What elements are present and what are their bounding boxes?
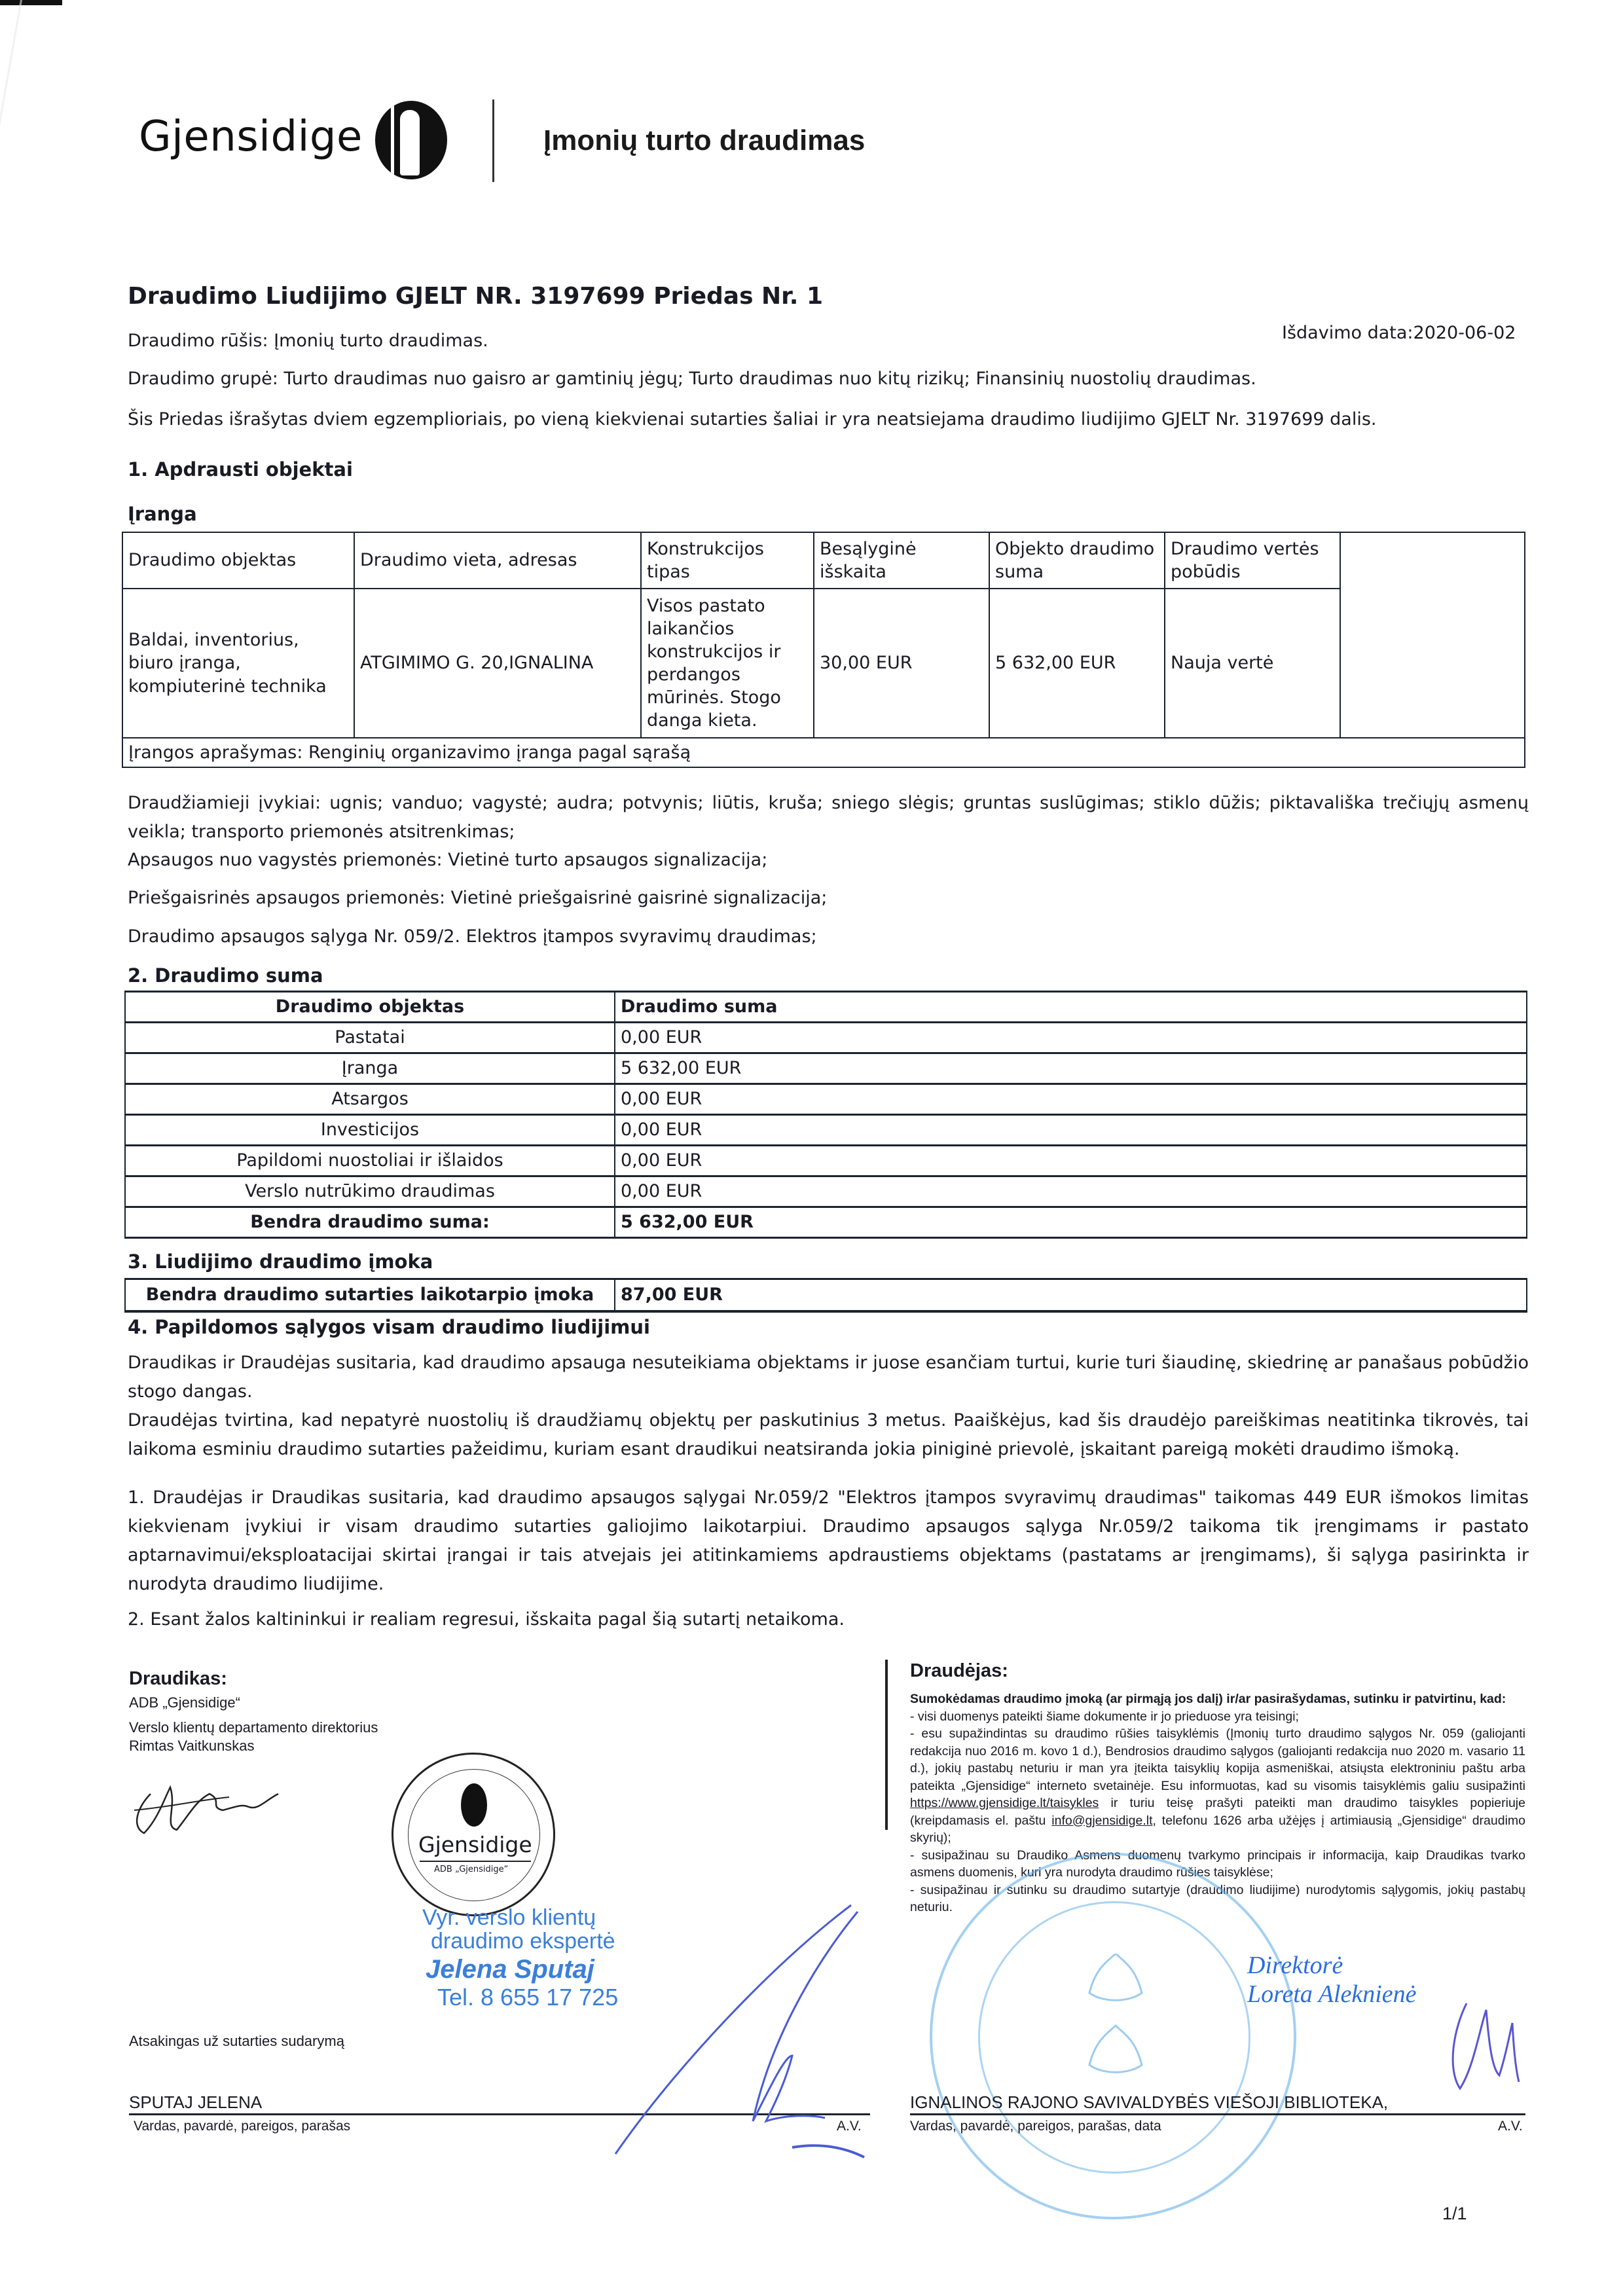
declaration-item: - susipažinau ir sutinku su draudimo sutartyje (draudimo liudijime) nurodytomis sąlygomis, jokių pastabų neturiu.: [910, 1882, 1525, 1914]
cell-construction: Visos pastato laikančios konstrukcijos ir perdangos mūrinės. Stogo danga kieta.: [641, 589, 814, 738]
condition-paragraph: 1. Draudėjas ir Draudikas susitaria, kad draudimo apsaugos sąlygai Nr.059/2 "Elektros įtampos svyravimų draudimas" taikomas 449 EUR išmokos limitas kiekvienam įvykiui ir visam draudimo sutarties galiojimo laikotarpiui. Draudimo apsaugos sąlyga Nr.059/2 taikoma tik įrengimams ir pastato aptarnavimui/eksploatacijai skirtai įrangai ir tais atvejais jei atitinkamiems apdraustiems objektams (pastatams ar įrengimams), ši sąlyga pasirinkta ir nurodyta draudimo liudijime.: [128, 1487, 1529, 1594]
col-header: Konstrukcijos tipas: [641, 532, 814, 589]
insured-organization: IGNALINOS RAJONO SAVIVALDYBĖS VIEŠOJI BIBLIOTEKA,: [910, 2092, 1389, 2112]
page-edge-shadow: [0, 0, 59, 2296]
expert-signature-icon: [576, 1899, 871, 2160]
coverage-condition: Draudimo apsaugos sąlyga Nr. 059/2. Elektros įtampos svyravimų draudimas;: [128, 926, 817, 947]
section-1-heading: 1. Apdrausti objektai: [128, 458, 353, 481]
cell-sum: 5 632,00 EUR: [989, 589, 1165, 738]
director-stamp: [1247, 1951, 1417, 2009]
premium-label: Bendra draudimo sutarties laikotarpio įmoka: [125, 1279, 615, 1312]
director-title: Direktorė: [1247, 1952, 1343, 1979]
seal-mark: A.V.: [1498, 2119, 1523, 2134]
table-row: [125, 1053, 1527, 1084]
gjensidige-logo-icon: [461, 1783, 487, 1827]
table-row: [125, 1023, 1527, 1053]
expert-stamp-name: Jelena Sputaj: [426, 1955, 594, 1984]
responsible-label: Atsakingas už sutarties sudarymą: [129, 2033, 344, 2049]
insured-events: Draudžiamieji įvykiai: ugnis; vanduo; vagystė; audra; potvynis; liūtis, kruša; sniego slėgis; gruntas suslūgimas; stiklo dūžis; piktavališka trečiųjų asmenų veikla; transporto priemonės atsitrenkimas;: [128, 793, 1529, 842]
gjensidige-logo-icon: [375, 101, 447, 179]
col-header: Objekto draudimo suma: [989, 532, 1165, 589]
premium-value: 87,00 EUR: [615, 1279, 1527, 1312]
table-row: [122, 738, 1525, 767]
stamp-brand: Gjensidige: [418, 1832, 532, 1857]
signature-caption: Vardas, pavardė, pareigos, parašas, data: [910, 2119, 1161, 2134]
insured-objects-table: [122, 532, 1525, 768]
product-name: Įmonių turto draudimas: [543, 124, 866, 156]
fire-protection: Priešgaisrinės apsaugos priemonės: Vietinė priešgaisrinė gaisrinė signalizacija;: [128, 888, 828, 908]
director-signature-icon: [1440, 1990, 1525, 2102]
empty-cell: [1340, 532, 1525, 738]
row-label: Atsargos: [125, 1084, 615, 1115]
insurance-type: Draudimo rūšis: Įmonių turto draudimas.: [128, 331, 488, 351]
table-row: [125, 1279, 1527, 1312]
condition-paragraph: Draudėjas tvirtina, kad nepatyrė nuostolių iš draudžiamų objektų per paskutinius 3 metus. Paaiškėjus, kad šis draudėjo pareiškimas neatitinka tikrovės, tai laikoma esminiu draudimo sutarties pažeidimu, kuriam esant draudikui neatsiranda jokia piniginė prievolė, įskaitant pareigą mokėti draudimo išmoką.: [128, 1410, 1529, 1459]
row-value: 0,00 EUR: [615, 1115, 1527, 1146]
rules-link[interactable]: https://www.gjensidige.lt/taisykles: [910, 1796, 1099, 1810]
page-number: 1/1: [1442, 2204, 1467, 2223]
expert-stamp-line: Vyr. verslo klientų: [422, 1905, 596, 1930]
total-row: [125, 1207, 1527, 1238]
insurer-signature-icon: [131, 1781, 288, 1840]
cell-deductible: 30,00 EUR: [814, 589, 989, 738]
row-value: 5 632,00 EUR: [615, 1053, 1527, 1084]
col-header: Besąlyginė išskaita: [814, 532, 989, 589]
declaration-lead: Sumokėdamas draudimo įmoką (ar pirmąją jos dalį) ir/ar pasirašydamas, sutinku ir patvirtinu, kad:: [910, 1692, 1506, 1706]
total-label: Bendra draudimo suma:: [125, 1207, 615, 1238]
insurer-company: ADB „Gjensidige“: [129, 1694, 240, 1711]
table-row: [125, 1115, 1527, 1146]
row-label: Pastatai: [125, 1023, 615, 1053]
expert-stamp-phone: Tel. 8 655 17 725: [437, 1984, 619, 2011]
col-header: Draudimo objektas: [125, 992, 615, 1023]
director-name: Loreta Aleknienė: [1247, 1980, 1417, 2008]
equipment-subheading: Įranga: [128, 503, 197, 525]
col-header: Draudimo objektas: [122, 532, 354, 589]
col-header: Draudimo vieta, adresas: [354, 532, 641, 589]
table-row: [125, 1084, 1527, 1115]
total-value: 5 632,00 EUR: [615, 1207, 1527, 1238]
table-header-row: [122, 532, 1525, 589]
header-divider: [492, 100, 494, 182]
insurer-position: Verslo klientų departamento direktorius: [129, 1719, 378, 1736]
insurer-heading: Draudikas:: [129, 1668, 227, 1689]
equipment-description: Įrangos aprašymas: Renginių organizavimo įranga pagal sąrašą: [122, 738, 1525, 767]
row-label: Papildomi nuostoliai ir išlaidos: [125, 1146, 615, 1176]
col-header: Draudimo vertės pobūdis: [1165, 532, 1340, 589]
brand-name: Gjensidige: [139, 113, 363, 161]
condition-paragraph: 2. Esant žalos kaltininkui ir realiam regresui, išskaita pagal šią sutartį netaikoma.: [128, 1609, 845, 1630]
copies-note: Šis Priedas išrašytas dviem egzemplioriais, po vieną kiekvienai sutarties šaliai ir yra neatsiejama draudimo liudijimo GJELT Nr. 3197699 dalis.: [128, 409, 1377, 429]
row-label: Įranga: [125, 1053, 615, 1084]
col-header: Draudimo suma: [615, 992, 1527, 1023]
cell-object: Baldai, inventorius, biuro įranga, kompiuterinė technika: [122, 589, 354, 738]
insured-heading: Draudėjas:: [910, 1660, 1008, 1681]
insurer-stamp: [392, 1753, 555, 1916]
insurer-name: Rimtas Vaitkunskas: [129, 1738, 255, 1754]
responsible-name: SPUTAJ JELENA: [129, 2092, 263, 2112]
signature-line: [910, 2113, 1525, 2115]
row-label: Investicijos: [125, 1115, 615, 1146]
row-value: 0,00 EUR: [615, 1023, 1527, 1053]
seal-mark: A.V.: [837, 2119, 862, 2134]
declaration-item: - susipažinau su Draudiko Asmens duomenų tvarkymo principais ir informacija, kaip Draudikas tvarko asmens duomenis, kuri yra nurodyta draudimo rūšies taisyklėse;: [910, 1848, 1525, 1880]
library-stamp: [930, 1853, 1296, 2219]
row-value: 0,00 EUR: [615, 1084, 1527, 1115]
declaration-item: - visi duomenys pateikti šiame dokumente ir jo prieduose yra teisingi;: [910, 1709, 1299, 1724]
table-row: [125, 1146, 1527, 1176]
section-4-heading: 4. Papildomos sąlygos visam draudimo liudijimui: [128, 1316, 650, 1338]
row-value: 0,00 EUR: [615, 1146, 1527, 1176]
expert-stamp-line: draudimo ekspertė: [431, 1929, 615, 1954]
cell-address: ATGIMIMO G. 20,IGNALINA: [354, 589, 641, 738]
signature-caption: Vardas, pavardė, pareigos, parašas: [134, 2119, 351, 2134]
issue-date: Išdavimo data:2020-06-02: [1282, 323, 1516, 343]
premium-table: [124, 1278, 1527, 1313]
table-row: [122, 589, 1525, 738]
condition-paragraph: Draudikas ir Draudėjas susitaria, kad draudimo apsauga nesuteikiama objektams ir juose esančiam turtui, kurie turi šiaudinę, skiedrinę ar panašaus pobūdžio stogo dangas.: [128, 1353, 1529, 1402]
email-link[interactable]: info@gjensidige.lt: [1051, 1813, 1153, 1828]
section-2-heading: 2. Draudimo suma: [128, 964, 323, 987]
stamp-company: ADB „Gjensidige“: [434, 1865, 509, 1874]
cell-value-type: Nauja vertė: [1165, 589, 1340, 738]
table-row: [125, 1176, 1527, 1207]
theft-protection: Apsaugos nuo vagystės priemonės: Vietinė turto apsaugos signalizacija;: [128, 850, 768, 870]
row-label: Verslo nutrūkimo draudimas: [125, 1176, 615, 1207]
table-header-row: [125, 992, 1527, 1023]
sum-insured-table: [124, 991, 1527, 1239]
insurance-group: Draudimo grupė: Turto draudimas nuo gaisro ar gamtinių jėgų; Turto draudimas nuo kitų rizikų; Finansinių nuostolių draudimas.: [128, 369, 1256, 389]
section-3-heading: 3. Liudijimo draudimo įmoka: [128, 1250, 433, 1273]
column-divider: [885, 1660, 888, 1830]
insured-declaration: [910, 1690, 1525, 1916]
document-title: Draudimo Liudijimo GJELT NR. 3197699 Priedas Nr. 1: [128, 283, 824, 310]
row-value: 0,00 EUR: [615, 1176, 1527, 1207]
declaration-item: - esu supažindintas su draudimo rūšies taisyklėmis (Įmonių turto draudimo sąlygos Nr. 059 (galiojanti redakcija nuo 2016 m. kovo 1 d.), Bendrosios draudimo sąlygos (galiojanti redakcija nuo 2020 m. vasario 11 d.), jokių pastabų neturiu ir man yra įteikta taisyklių kopija asmeniškai, atsiųsta elektroniniu paštu arba pateikta „Gjensidige“ interneto svetainėje. Esu informuotas, kad su visomis taisyklėmis galiu susipažinti https://www.gjensidige.lt/taisykles ir turiu teisę prašyti pateikti man draudimo taisykles popieriuje (kreipdamasis el. paštu info@gjensidige.lt, telefonu 1626 arba užėjęs į artimiausią „Gjensidige“ draudimo skyrių);: [910, 1726, 1525, 1845]
